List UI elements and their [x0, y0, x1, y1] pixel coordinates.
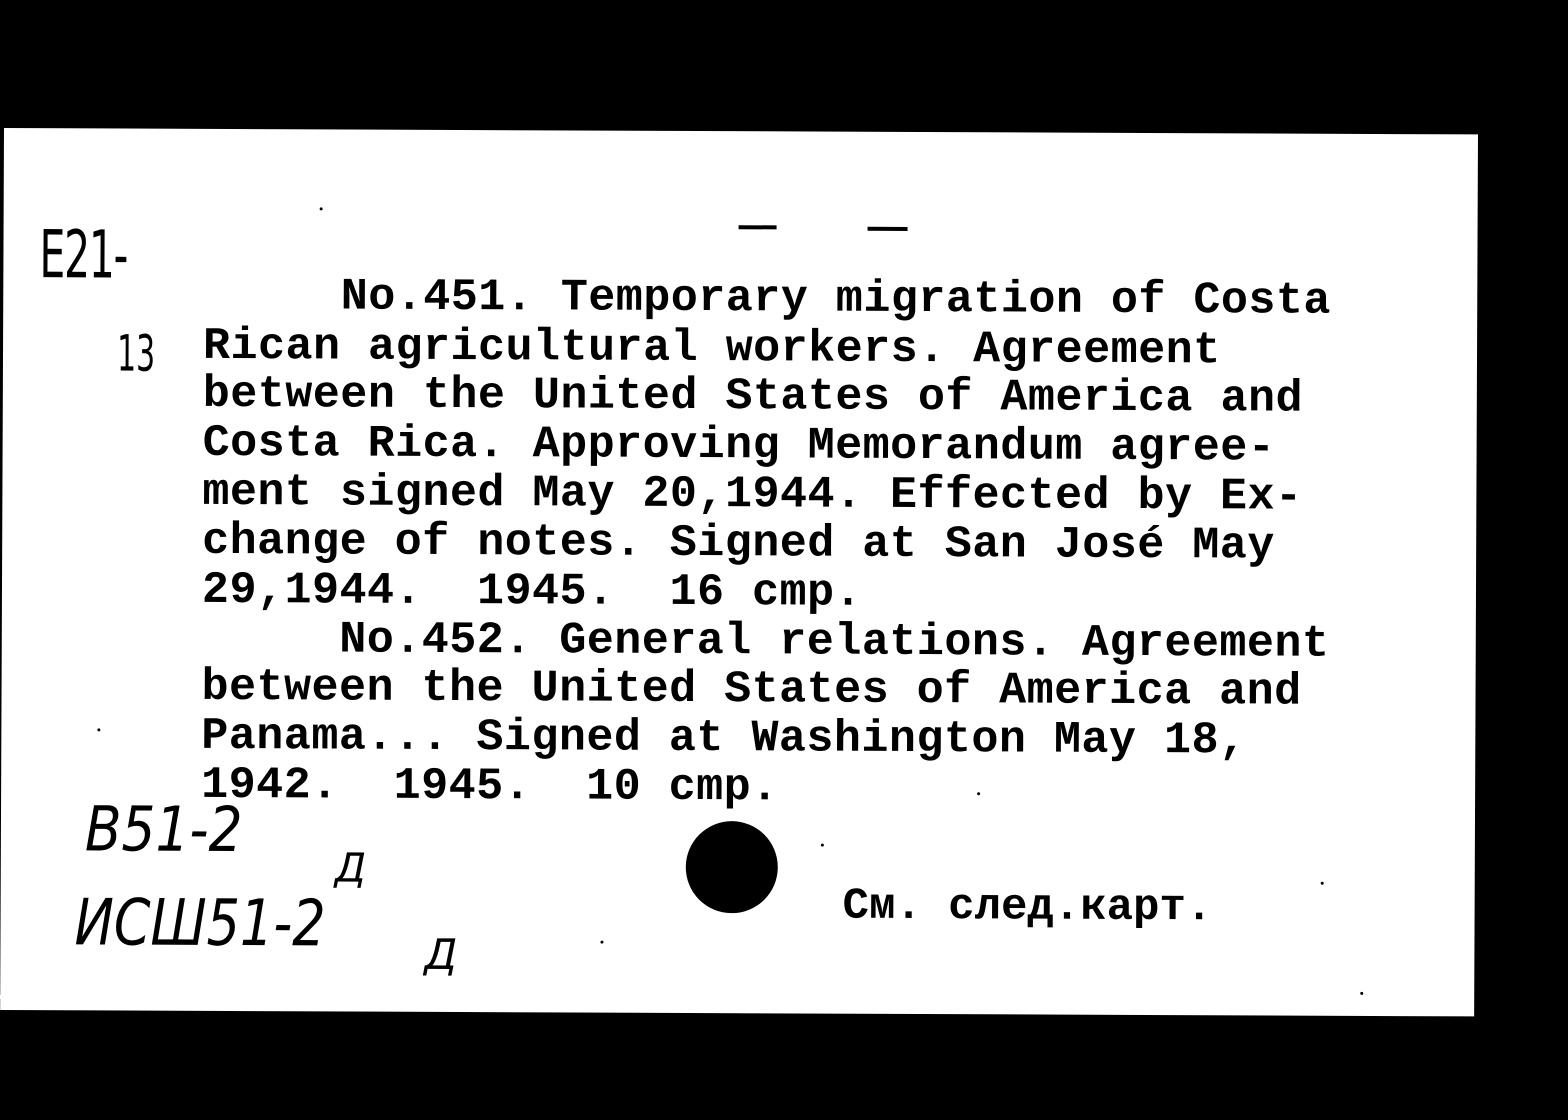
text-line: between the United States of America and: [202, 368, 1304, 425]
catalog-card: [0, 128, 1478, 1016]
speck: [600, 941, 603, 944]
continuation-note: См. след.карт.: [842, 881, 1213, 934]
punch-hole: [686, 821, 778, 913]
shelf-mark-2-main: ИСШ51-2: [74, 886, 326, 962]
speck: [320, 207, 323, 210]
catalog-mark-top: E21-: [39, 216, 128, 294]
text-line: Costa Rica. Approving Memorandum agree-: [202, 417, 1276, 474]
shelf-mark-2-sub: Д: [424, 929, 458, 979]
dash-mark-right: [868, 227, 908, 231]
catalog-mark-bottom: 13: [116, 324, 156, 383]
text-line: 29,1944. 1945. 16 cmp.: [201, 564, 863, 619]
speck: [977, 792, 980, 795]
text-line: change of notes. Signed at San José May: [202, 515, 1275, 572]
text-line: between the United States of America and: [201, 661, 1302, 718]
speck: [1321, 882, 1324, 885]
shelf-mark-1-main: B51-2: [84, 792, 243, 867]
speck: [97, 728, 100, 731]
dash-mark-left: [739, 225, 777, 229]
text-line: Rican agricultural workers. Agreement: [202, 320, 1221, 377]
text-line: Panama... Signed at Washington May 18,: [201, 710, 1247, 767]
text-line: No.451. Temporary migration of Costa: [203, 270, 1332, 327]
edge-mark: [2, 700, 10, 710]
edge-mark: [2, 955, 5, 975]
shelf-mark-1-sub: Д: [334, 845, 367, 892]
text-line: No.452. General relations. Agreement: [201, 613, 1330, 670]
text-line: 1942. 1945. 10 cmp.: [201, 759, 779, 814]
speck: [821, 844, 824, 847]
text-line: ment signed May 20,1944. Effected by Ex-: [202, 466, 1303, 523]
edge-mark: [0, 995, 42, 999]
speck: [1360, 992, 1363, 995]
